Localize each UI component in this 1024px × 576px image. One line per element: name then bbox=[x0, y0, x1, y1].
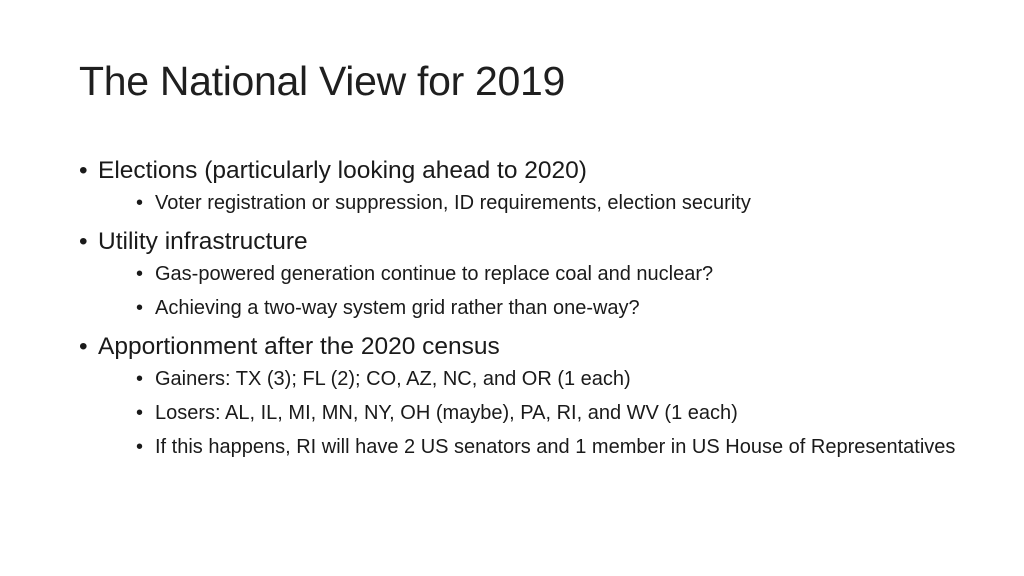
sub-bullet-icon: • bbox=[136, 368, 144, 390]
sub-bullet-icon: • bbox=[136, 263, 144, 285]
sub-bullet-icon: • bbox=[136, 436, 144, 458]
bullet-item-apportionment bbox=[79, 330, 959, 461]
bullet-text: Utility infrastructure bbox=[98, 228, 308, 255]
bullet-text: Elections (particularly looking ahead to 2020) bbox=[98, 157, 587, 184]
bullet-list bbox=[79, 154, 959, 468]
slide-title: The National View for 2019 bbox=[79, 58, 566, 104]
sub-bullet-list bbox=[98, 261, 959, 322]
bullet-icon: • bbox=[79, 333, 88, 360]
sub-bullet-text: Gainers: TX (3); FL (2); CO, AZ, NC, and OR (1 each) bbox=[155, 368, 631, 390]
sub-bullet-item bbox=[136, 261, 959, 288]
sub-bullet-text: Gas-powered generation continue to replace coal and nuclear? bbox=[155, 263, 714, 285]
sub-bullet-icon: • bbox=[136, 402, 144, 424]
bullet-item-elections bbox=[79, 154, 959, 217]
sub-bullet-item bbox=[136, 400, 959, 427]
sub-bullet-list bbox=[98, 366, 959, 461]
sub-bullet-item bbox=[136, 295, 959, 322]
sub-bullet-text: Achieving a two-way system grid rather than one-way? bbox=[155, 297, 640, 319]
sub-bullet-item bbox=[136, 366, 959, 393]
bullet-icon: • bbox=[79, 228, 88, 255]
sub-bullet-list bbox=[98, 190, 959, 217]
bullet-icon: • bbox=[79, 157, 88, 184]
sub-bullet-text: Losers: AL, IL, MI, MN, NY, OH (maybe), PA, RI, and WV (1 each) bbox=[155, 402, 738, 424]
bullet-item-utility bbox=[79, 225, 959, 322]
sub-bullet-icon: • bbox=[136, 297, 144, 319]
sub-bullet-text: If this happens, RI will have 2 US senators and 1 member in US House of Representatives bbox=[155, 436, 956, 458]
sub-bullet-item bbox=[136, 434, 959, 461]
bullet-text: Apportionment after the 2020 census bbox=[98, 333, 500, 360]
sub-bullet-text: Voter registration or suppression, ID requirements, election security bbox=[155, 192, 751, 214]
sub-bullet-item bbox=[136, 190, 959, 217]
sub-bullet-icon: • bbox=[136, 192, 144, 214]
